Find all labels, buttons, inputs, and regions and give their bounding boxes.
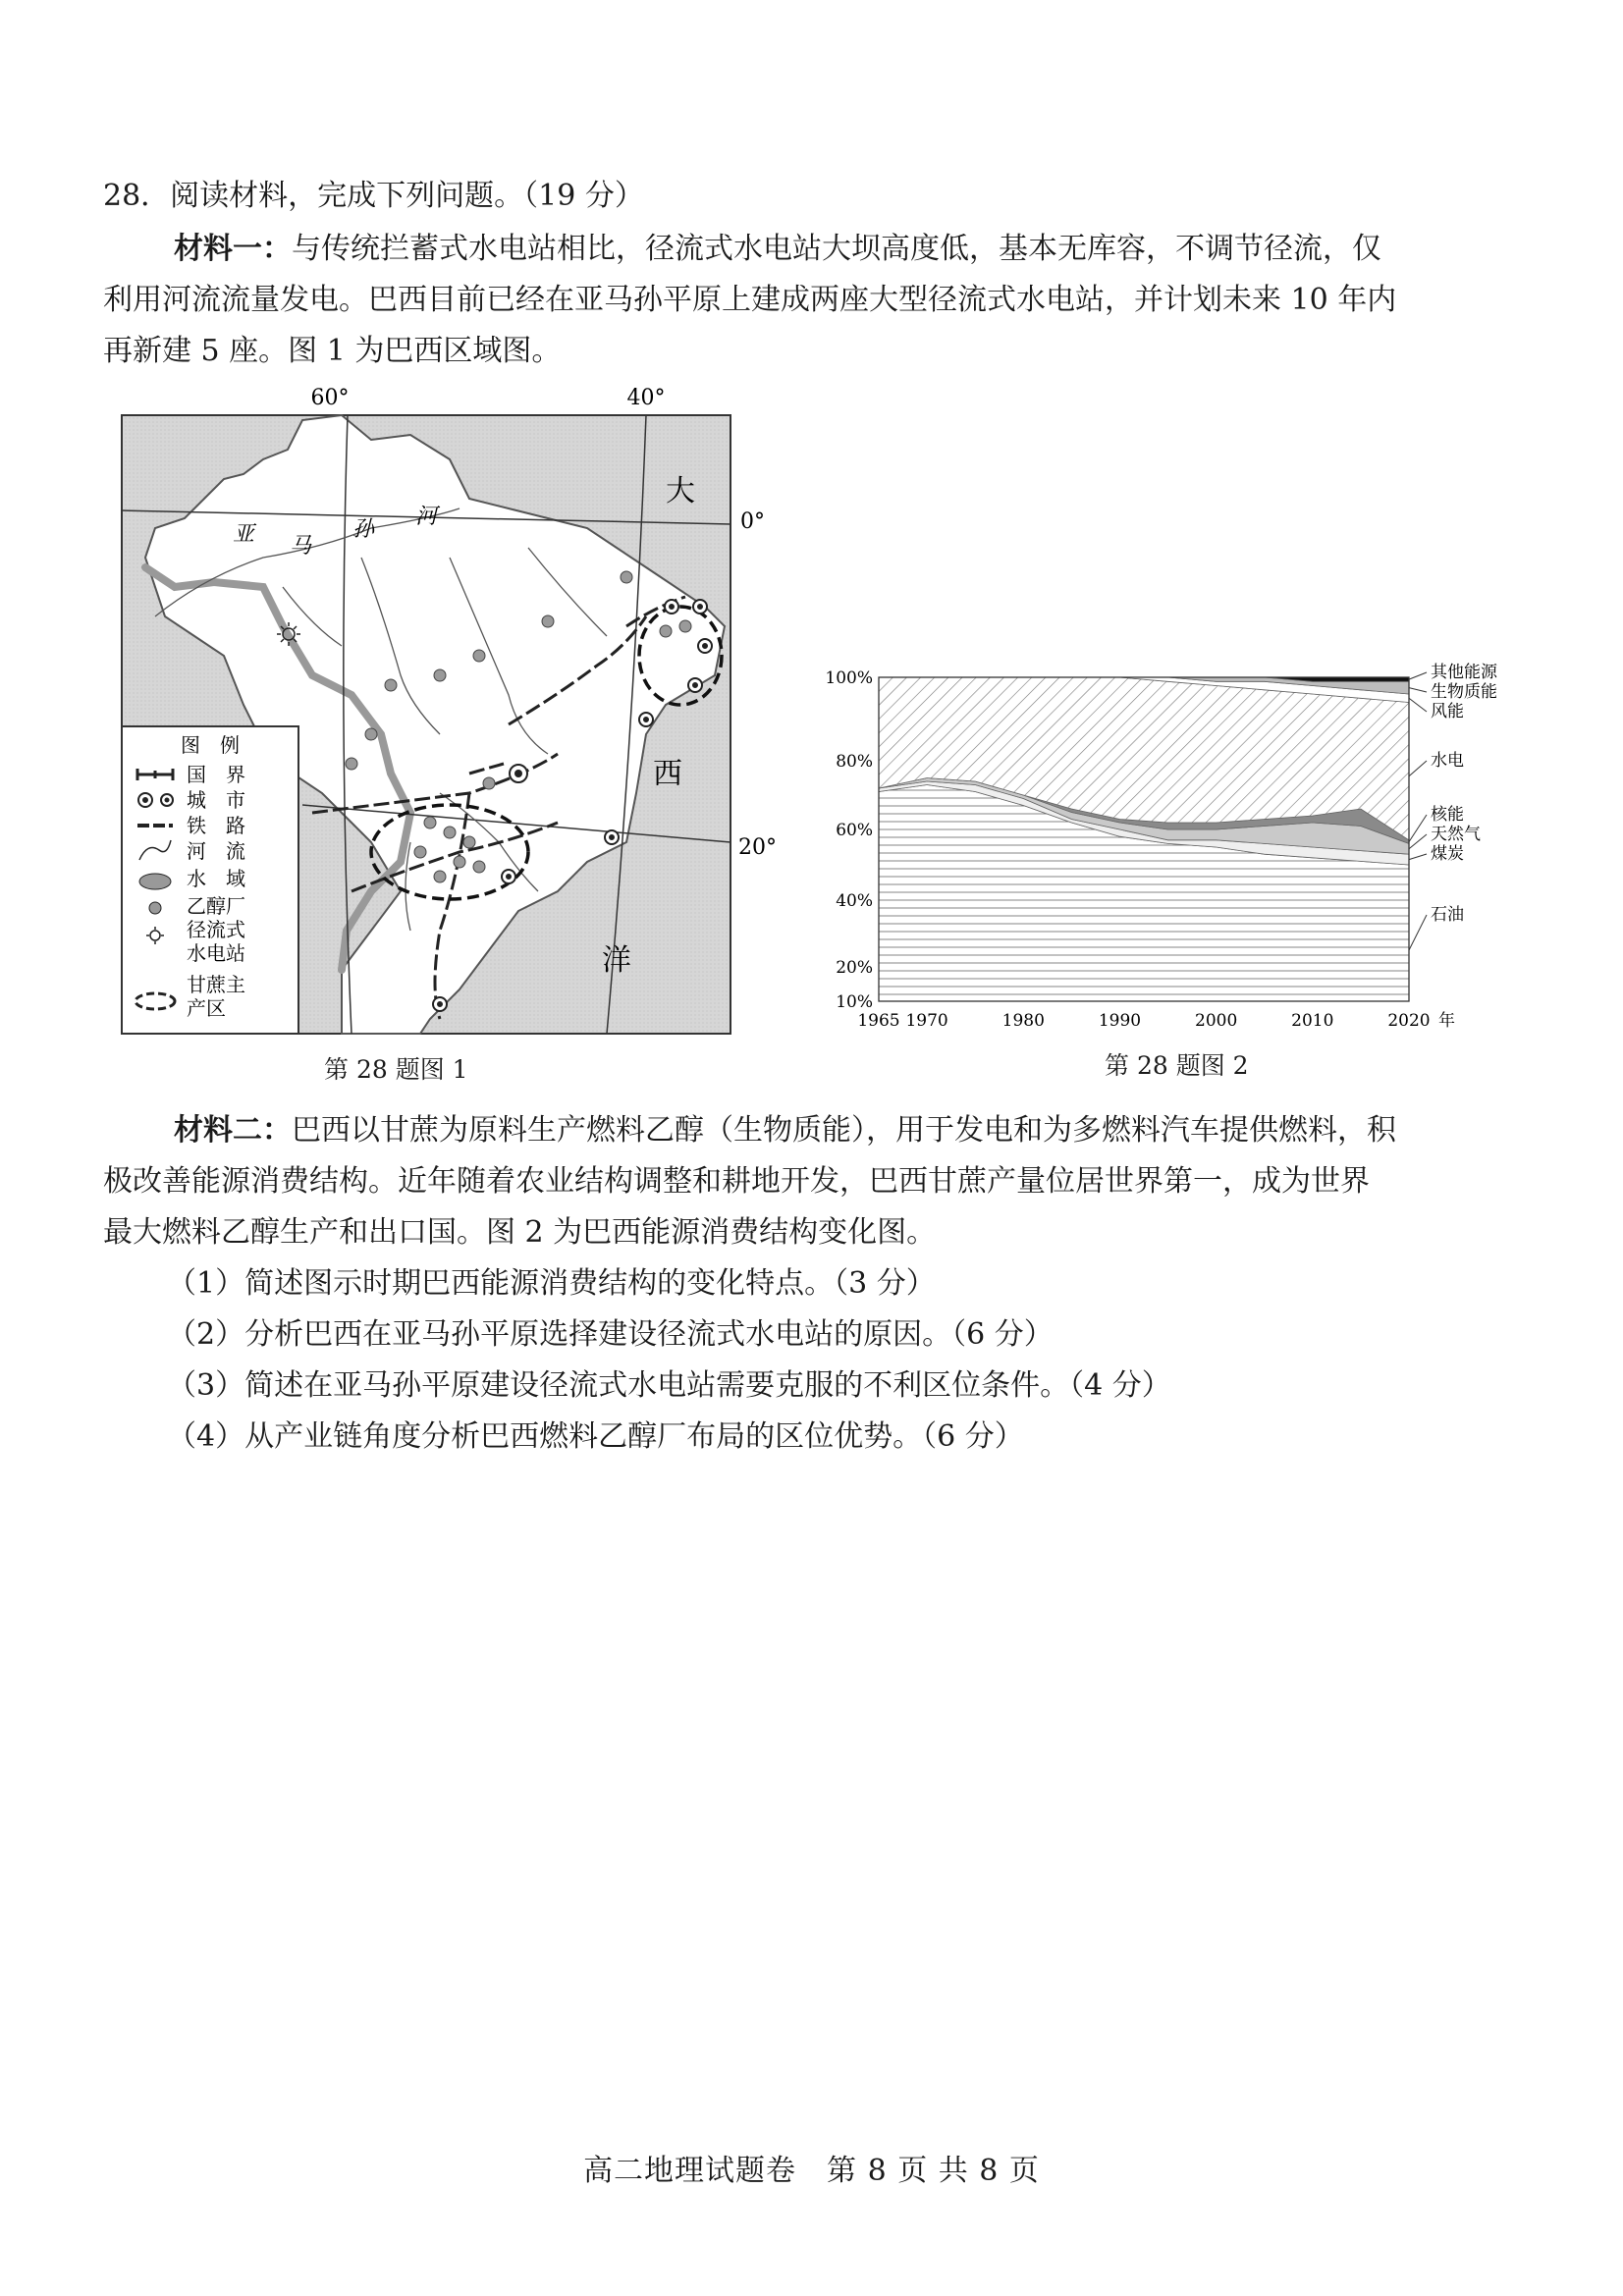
figure-1-caption: 第 28 题图 1 [324, 1055, 468, 1084]
legend-title: 图 例 [181, 733, 240, 757]
y-tick-label: 20% [836, 958, 873, 978]
legend-railway: 铁 路 [187, 814, 245, 837]
x-tick-label: 2010 [1291, 1011, 1334, 1031]
ocean-char-1: 大 [666, 474, 695, 508]
figure-2-caption: 第 28 题图 2 [1105, 1051, 1249, 1080]
legend-ethanol-plant: 乙醇厂 [187, 894, 245, 918]
page-footer: 高二地理试题卷 第 8 页 共 8 页 [583, 2154, 1040, 2188]
legend-border: 国 界 [187, 763, 245, 786]
x-axis-unit: 年 [1438, 1011, 1455, 1031]
series-label: 其他能源 [1431, 663, 1497, 682]
legend-river: 河 流 [187, 839, 245, 863]
series-labels [1409, 662, 1498, 950]
chart-areas [879, 677, 1409, 1001]
material-one-heading: 材料一： [174, 232, 292, 266]
longitude-40-label: 40° [626, 386, 666, 410]
series-label: 煤炭 [1431, 844, 1464, 864]
series-leader-line [1409, 672, 1427, 679]
question-title: 28．阅读材料，完成下列问题。（19 分） [103, 179, 644, 213]
river-char-2: 马 [289, 534, 312, 559]
series-leader-line [1409, 688, 1427, 692]
brazil-energy-structure-chart [820, 653, 1527, 1045]
y-tick-label: 10% [836, 992, 873, 1012]
series-leader-line [1409, 915, 1427, 950]
question-4: （4）从产业链角度分析巴西燃料乙醇厂布局的区位优势。（6 分） [167, 1419, 1024, 1454]
series-label: 风能 [1431, 702, 1464, 721]
x-tick-label: 1990 [1098, 1011, 1142, 1031]
y-axis [825, 668, 873, 1012]
material-two-heading: 材料二： [174, 1113, 292, 1148]
legend-city: 城 市 [187, 788, 245, 812]
series-leader-line [1409, 815, 1427, 842]
y-tick-label: 80% [836, 752, 873, 772]
question-3: （3）简述在亚马孙平原建设径流式水电站需要克服的不利区位条件。（4 分） [167, 1368, 1171, 1403]
legend-water: 水 域 [187, 867, 245, 890]
series-label: 水电 [1431, 751, 1464, 771]
y-tick-label: 100% [825, 668, 873, 688]
series-label: 石油 [1431, 905, 1464, 925]
latitude-20-label: 20° [738, 835, 777, 860]
river-char-4: 河 [414, 505, 438, 529]
river-char-3: 孙 [352, 517, 375, 542]
legend-sugarcane-1: 甘蔗主 [187, 973, 245, 996]
material-one-text-1: 与传统拦蓄式水电站相比，径流式水电站大坝高度低，基本无库容，不调节径流，仅 [292, 232, 1381, 266]
series-leader-line [1409, 761, 1427, 776]
series-label: 核能 [1431, 805, 1464, 825]
x-tick-label: 2000 [1195, 1011, 1238, 1031]
series-leader-line [1409, 698, 1427, 712]
material-one-line-3: 再新建 5 座。图 1 为巴西区域图。 [103, 334, 562, 368]
legend-hydro-1: 径流式 [187, 918, 245, 941]
x-tick-label: 1965 [857, 1011, 900, 1031]
series-label: 生物质能 [1431, 682, 1497, 702]
x-tick-label: 1980 [1001, 1011, 1045, 1031]
material-one-line-1 [103, 230, 1527, 269]
question-2: （2）分析巴西在亚马孙平原选择建设径流式水电站的原因。（6 分） [167, 1317, 1054, 1352]
ocean-char-2: 西 [653, 757, 682, 791]
material-two-text-1: 巴西以甘蔗为原料生产燃料乙醇（生物质能），用于发电和为多燃料汽车提供燃料，积 [292, 1113, 1396, 1148]
ocean-char-3: 洋 [602, 943, 631, 978]
y-tick-label: 60% [836, 821, 873, 840]
x-tick-label: 2020 [1387, 1011, 1431, 1031]
material-two-line-1 [103, 1111, 1396, 1150]
legend-sugarcane-2: 产区 [187, 996, 226, 1020]
series-leader-line [1409, 834, 1427, 849]
river-char-1: 亚 [232, 522, 255, 547]
legend-hydro-2: 水电站 [187, 941, 245, 965]
brazil-region-map [116, 381, 777, 1048]
x-axis [857, 1010, 1455, 1031]
series-label: 天然气 [1431, 825, 1481, 844]
material-two-line-2: 极改善能源消费结构。近年随着农业结构调整和耕地开发，巴西甘蔗产量位居世界第一，成为世界 [103, 1164, 1370, 1199]
material-one-line-2: 利用河流流量发电。巴西目前已经在亚马孙平原上建成两座大型径流式水电站，并计划未来 10 年内 [103, 283, 1397, 317]
latitude-0-label: 0° [740, 509, 765, 534]
x-tick-label: 1970 [905, 1011, 948, 1031]
material-two-line-3: 最大燃料乙醇生产和出口国。图 2 为巴西能源消费结构变化图。 [103, 1215, 937, 1250]
y-tick-label: 40% [836, 891, 873, 911]
series-leader-line [1409, 854, 1427, 860]
question-1: （1）简述图示时期巴西能源消费结构的变化特点。（3 分） [167, 1266, 936, 1301]
longitude-60-label: 60° [310, 386, 350, 410]
